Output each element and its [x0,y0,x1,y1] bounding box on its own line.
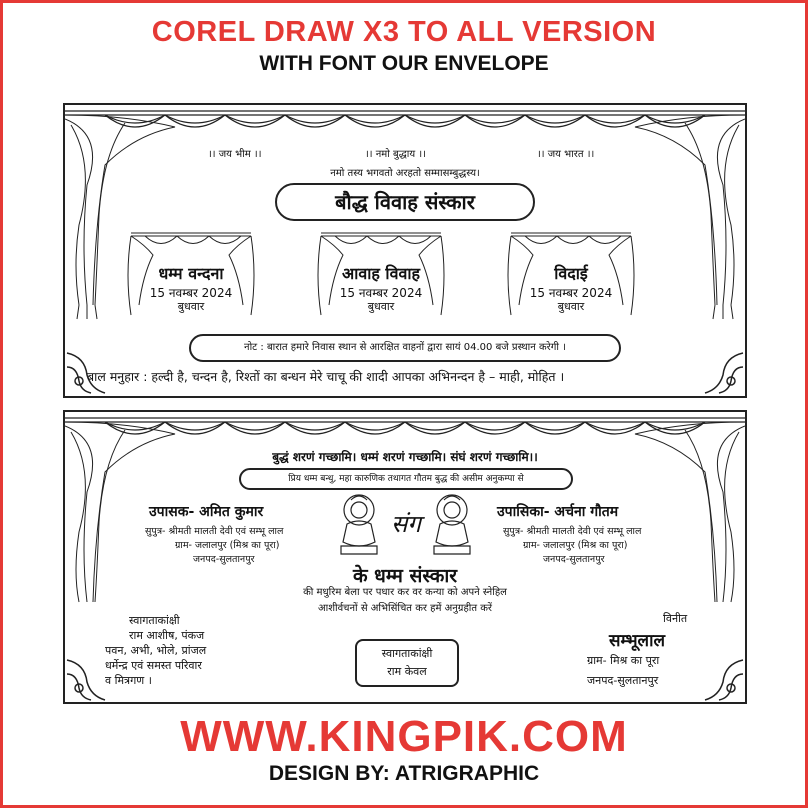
header-title: COREL DRAW X3 TO ALL VERSION [151,16,657,48]
event-day: बुधवार [367,300,395,313]
groom-parents: सुपुत्र- श्रीमती मालती देवी एवं सम्भू लाल [145,526,284,537]
groom-village: ग्राम- जलालपुर (मिश्र का पूरा) [175,540,280,551]
footer-credit: DESIGN BY: ATRIGRAPHIC [268,762,540,785]
event-name-dhamma-vandana: धम्म वन्दना [158,264,224,283]
envelope-card-front [63,103,747,398]
event-date: 15 नवम्बर 2024 [149,286,233,300]
footer-website: WWW.KINGPIK.COM [180,712,628,761]
invite-opening: प्रिय धम्म बन्धु, महा कारुणिक तथागत गौतम बुद्ध की असीम अनुकम्पा से [239,468,573,490]
event-day: बुधवार [177,300,205,313]
tisarana-refuge: बुद्धं शरणं गच्छामि। धम्मं शरणं गच्छामि। संघं शरणं गच्छामि।। [272,450,538,464]
salutation-jai-bharat: ।। जय भारत ।। [537,149,595,160]
ceremony-line-1: की मधुरिम बेला पर पधार कर वर कन्या को अपने स्नेहिल [303,587,507,598]
welcome-left-line: पवन, अभी, भोले, प्रांजल [105,644,207,657]
buddha-icon [341,495,377,554]
namo-mantra: नमो तस्य भगवतो अरहतो सम्मासम्बुद्धस्य। [330,168,480,179]
bride-name: उपासिका- अर्चना गौतम [497,504,619,520]
departure-note: नोट : बारात हमारे निवास स्थान से आरक्षित वाहनों द्वारा सायं 04.00 बजे प्रस्थान करेगी । [189,334,621,362]
bride-village: ग्राम- जलालपुर (मिश्र का पूरा) [523,540,628,551]
welcome-left-line: व मित्रगण । [105,674,152,687]
welcome-center-box [355,639,459,687]
curtain-drape-icon [635,422,745,602]
valance-icon [65,418,745,434]
groom-name: उपासक- अमित कुमार [149,504,264,520]
ceremony-line-2: आशीर्वचनों से अभिसिंचित कर हमें अनुग्रहीत करें [317,603,492,614]
header-subtitle: WITH FONT OUR ENVELOPE [259,52,549,75]
buddha-icon [434,495,470,554]
vineet-village: ग्राम- मिश्र का पूरा [587,654,660,667]
vineet-name: सम्भूलाल [609,631,665,651]
bal-manuhar-line: बाल मनुहार : हल्दी है, चन्दन है, रिश्तों का बन्धन मेरे चाचू की शादी आपका अभिनन्दन है – माही, मोहित । [87,369,565,384]
welcome-center-heading: स्वागताकांक्षी [381,647,433,660]
envelope-card-back [63,410,747,704]
event-date: 15 नवम्बर 2024 [529,286,613,300]
welcome-center-name: राम केवल [387,665,427,678]
salutation-jai-bhim: ।। जय भीम ।। [208,149,262,160]
vineet-heading: विनीत [663,612,688,625]
welcome-left-heading: स्वागताकांक्षी [129,614,180,627]
event-day: बुधवार [557,300,585,313]
ceremony-title: के धम्म संस्कार [352,565,458,587]
vineet-district: जनपद-सुलतानपुर [587,674,659,687]
event-date: 15 नवम्बर 2024 [339,286,423,300]
valance-icon [65,111,745,127]
salutation-namo-buddhay: ।। नमो बुद्धाय ।। [365,149,426,160]
event-name-vidai: विदाई [554,264,588,283]
curtain-drape-icon [635,115,745,319]
bride-district: जनपद-सुलतानपुर [543,554,605,565]
bride-parents: सुपुत्र- श्रीमती मालती देवी एवं सम्भू लाल [503,526,642,537]
groom-district: जनपद-सुलतानपुर [193,554,255,565]
welcome-left-line: धर्मेन्द्र एवं समस्त परिवार [105,659,202,672]
wedding-title: बौद्ध विवाह संस्कार [275,183,535,221]
couple-monogram: संग [391,510,421,538]
event-name-aavah-vivah: आवाह विवाह [341,264,421,283]
welcome-left-line: राम आशीष, पंकज [129,629,205,642]
